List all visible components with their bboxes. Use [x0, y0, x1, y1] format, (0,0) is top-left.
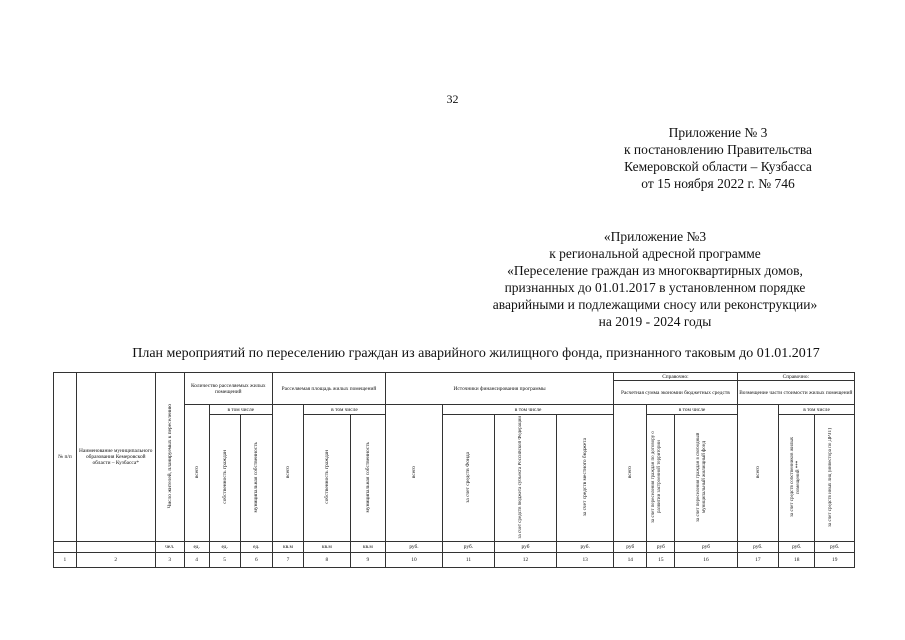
unit-cell: руб — [614, 541, 647, 552]
unit-cell: руб. — [737, 541, 778, 552]
unit-cell: ед. — [240, 541, 272, 552]
program-line-1: «Приложение №3 — [603, 229, 707, 244]
program-line-4: признанных до 01.01.2017 в установленном порядке — [504, 280, 806, 295]
unit-cell: руб. — [815, 541, 855, 552]
unit-cell: ед. — [209, 541, 240, 552]
rooms-total: всего — [184, 405, 209, 542]
program-line-5: аварийными и подлежащими сносу или реконструкции» — [492, 297, 818, 312]
unit-cell: ед. — [184, 541, 209, 552]
sources-total: всего — [385, 405, 442, 542]
col-number: 7 — [272, 552, 303, 567]
savings-total: всего — [614, 405, 647, 542]
plan-table — [53, 372, 855, 568]
area-municipal: муниципальная собственность — [350, 415, 385, 541]
rooms-citizens: собственность граждан — [209, 415, 240, 541]
page-number: 32 — [446, 92, 459, 106]
reference-label-1: Справочно: — [614, 373, 737, 381]
area-incl: в том числе — [304, 405, 386, 415]
unit-cell: руб. — [385, 541, 442, 552]
col-number: 3 — [155, 552, 184, 567]
comp-incl: в том числе — [779, 405, 855, 415]
col-number: 9 — [350, 552, 385, 567]
unit-cell: кв.м — [272, 541, 303, 552]
area-total: всего — [272, 405, 303, 542]
src-region: за счет средств бюджета субъекта Российской Федерации — [494, 415, 556, 541]
program-line-2: к региональной адресной программе — [549, 246, 761, 261]
col-number: 4 — [184, 552, 209, 567]
sources-group-header: Источники финансирования программы — [385, 373, 613, 405]
sav-free: за счет переселения граждан в свободный муниципальный жилищный фонд — [675, 415, 737, 541]
comp-owners: за счет средств собственников жилых помещений *** — [779, 415, 815, 541]
area-group-header: Расселяемая площадь жилых помещений — [272, 373, 385, 405]
col-people-header: Число жителей, планируемых к переселению — [155, 373, 184, 542]
sav-contract: за счет переселения граждан по договору о развитии застроенной территории — [647, 415, 675, 541]
savings-incl: в том числе — [647, 405, 737, 415]
rooms-municipal: муниципальная собственность — [240, 415, 272, 541]
appendix-line-3: Кемеровской области – Кузбасса — [624, 159, 812, 174]
unit-cell: кв.м — [350, 541, 385, 552]
numbers-row — [54, 552, 855, 567]
appendix-header — [608, 124, 828, 192]
program-line-3: «Переселение граждан из многоквартирных домов, — [507, 263, 803, 278]
rooms-group-header: Количество расселяемых жилых помещений — [184, 373, 272, 405]
src-fund: за счет средств Фонда — [443, 415, 495, 541]
unit-cell — [76, 541, 155, 552]
comp-other: за счет средств иных лиц (инвестора по ДРЗТ) — [815, 415, 855, 541]
appendix-line-4: от 15 ноября 2022 г. № 746 — [641, 176, 795, 191]
col-number: 16 — [675, 552, 737, 567]
program-header — [455, 228, 855, 330]
savings-group-header: Расчетная сумма экономии бюджетных средств — [614, 381, 737, 405]
col-num-header: № п/п — [54, 373, 77, 542]
col-name-header: Наименование муниципального образования Кемеровской области – Кузбасса* — [76, 373, 155, 542]
program-line-6: на 2019 - 2024 годы — [598, 314, 712, 329]
unit-cell: руб. — [557, 541, 614, 552]
unit-cell: руб — [647, 541, 675, 552]
col-number: 17 — [737, 552, 778, 567]
unit-cell: руб — [494, 541, 556, 552]
col-number: 11 — [443, 552, 495, 567]
appendix-line-1: Приложение № 3 — [668, 125, 768, 140]
unit-cell: чел. — [155, 541, 184, 552]
area-citizens: собственность граждан — [304, 415, 351, 541]
col-number: 1 — [54, 552, 77, 567]
col-number: 15 — [647, 552, 675, 567]
col-number: 6 — [240, 552, 272, 567]
col-number: 10 — [385, 552, 442, 567]
col-number: 14 — [614, 552, 647, 567]
unit-cell: руб. — [779, 541, 815, 552]
unit-cell — [54, 541, 77, 552]
units-row — [54, 541, 855, 552]
plan-title: План мероприятий по переселению граждан из аварийного жилищного фонда, признанного таковым до 01.01.2017 — [132, 346, 820, 361]
col-number: 12 — [494, 552, 556, 567]
unit-cell: руб. — [443, 541, 495, 552]
col-number: 5 — [209, 552, 240, 567]
col-number: 2 — [76, 552, 155, 567]
rooms-incl: в том числе — [209, 405, 272, 415]
reference-label-2: Справочно: — [737, 373, 854, 381]
col-number: 13 — [557, 552, 614, 567]
compensation-group-header: Возмещение части стоимости жилых помещений — [737, 381, 854, 405]
appendix-line-2: к постановлению Правительства — [623, 142, 813, 157]
col-number: 8 — [304, 552, 351, 567]
unit-cell: кв.м — [304, 541, 351, 552]
sources-incl: в том числе — [443, 405, 614, 415]
col-number: 18 — [779, 552, 815, 567]
col-number: 19 — [815, 552, 855, 567]
comp-total: всего — [737, 405, 778, 542]
src-local: за счет средств местного бюджета — [557, 415, 614, 541]
unit-cell: руб — [675, 541, 737, 552]
